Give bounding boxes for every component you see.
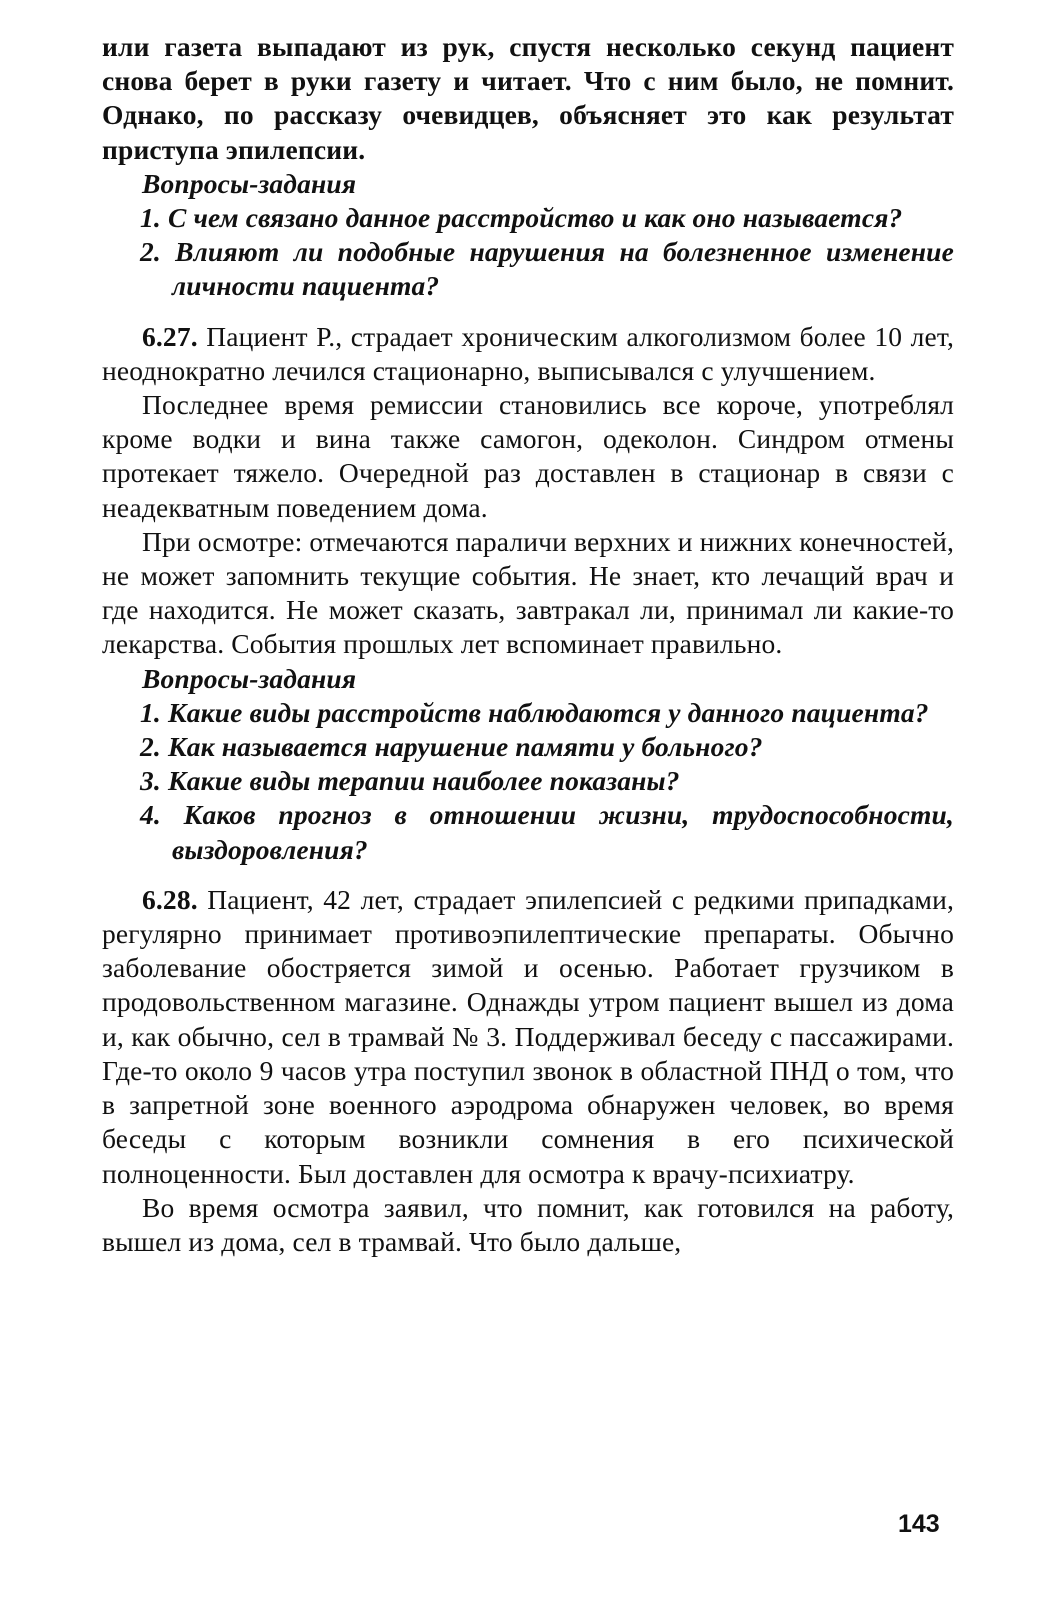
case-6-27-exam: При осмотре: отмечаются параличи верхних и нижних конечностей, не может запомнить текущие события. Не знает, кто лечащий врач и где находится. Не может сказать, завтракал ли, принимал ли какие-то лекарства. События прошлых лет вспоминает правильно.	[102, 525, 954, 660]
case-6-27-history: Последнее время ремиссии становились все короче, употреблял кроме водки и вина также самогон, одеколон. Синдром отмены протекает тяжело. Очередной раз доставлен в стационар в связи с неадекватным поведением дома.	[102, 389, 954, 523]
question-item: 4. Каков прогноз в отношении жизни, трудоспособности, выздоровления?	[140, 799, 954, 865]
case-6-28-exam: Во время осмотра заявил, что помнит, как готовился на работу, вышел из дома, сел в трамвай. Что было дальше,	[102, 1191, 954, 1257]
question-item: 2. Как называется нарушение памяти у больного?	[140, 731, 763, 763]
questions-heading-1: Вопросы-задания	[142, 167, 357, 199]
question-item: 1. Какие виды расстройств наблюдаются у данного пациента?	[140, 696, 929, 728]
case-number: 6.28.	[142, 883, 198, 915]
intro-paragraph: или газета выпадают из рук, спустя несколько секунд пациент снова берет в руки газету и читает. Что с ним было, не помнит. Однако, по рассказу очевидцев, объясняет это как результат приступа эпилепсии.	[102, 31, 954, 165]
question-item: 3. Какие виды терапии наиболее показаны?	[140, 765, 680, 797]
case-6-28-paragraph	[102, 883, 954, 1191]
question-item: 1. С чем связано данное расстройство и как оно называется?	[140, 202, 903, 234]
case-6-27-paragraph	[102, 320, 954, 388]
case-text: Пациент Р., страдает хроническим алкоголизмом более 10 лет, неоднократно лечился стационарно, выписывался с улучшением.	[102, 320, 954, 386]
question-item: 2. Влияют ли подобные нарушения на болезненное изменение личности пациента?	[140, 236, 954, 302]
case-number: 6.27.	[142, 320, 198, 352]
case-text: Пациент, 42 лет, страдает эпилепсией с редкими припадками, регулярно принимает противоэпилептические препараты. Обычно заболевание обостряется зимой и осенью. Работает грузчиком в продовольственном магазине. Однажды утром пациент вышел из дома и, как обычно, сел в трамвай № 3. Поддерживал беседу с пассажирами. Где-то около 9 часов утра поступил звонок в областной ПНД о том, что в запретной зоне военного аэродрома обнаружен человек, во время беседы с которым возникли сомнения в его психической полноценности. Был доставлен для осмотра к врачу-психиатру.	[102, 883, 954, 1189]
questions-heading-2: Вопросы-задания	[142, 662, 357, 694]
page-number: 143	[898, 1510, 940, 1538]
page-body	[102, 30, 954, 1259]
